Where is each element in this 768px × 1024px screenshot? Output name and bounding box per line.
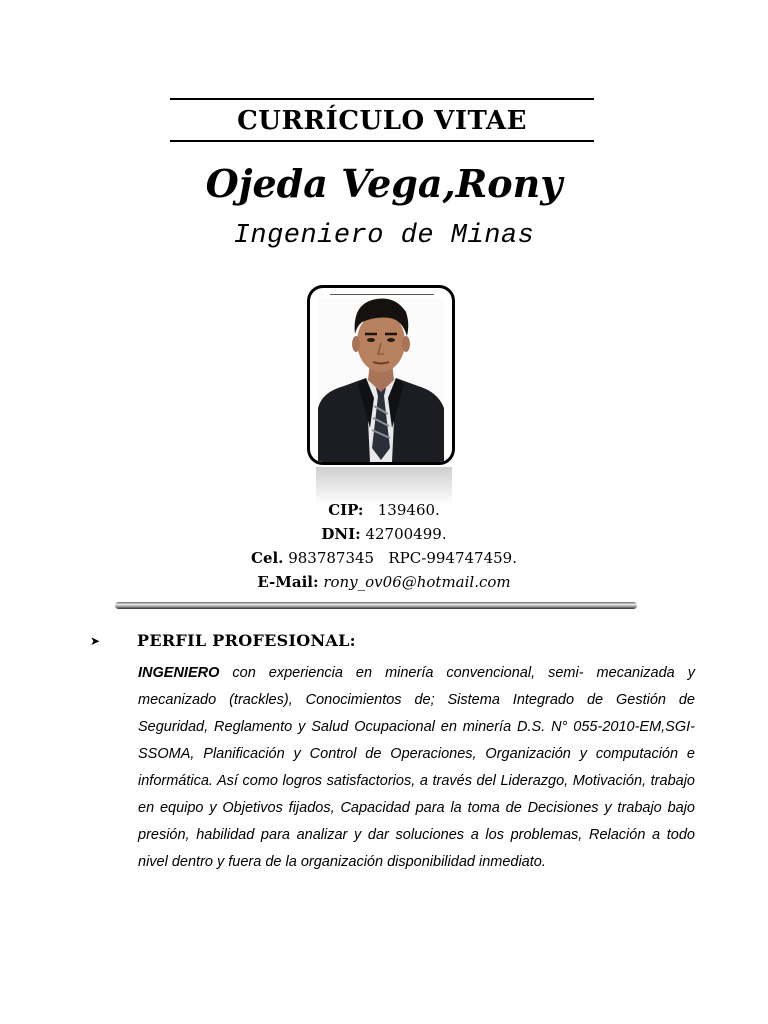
profile-text: con experiencia en minería convencional, semi- mecanizada y mecanizado (trackles), Conocimientos de; Sistema Integrado de Gestión de Seguridad, Reglamento y Salud Ocupacional en minería D.S. N° 055-2010-EM,SGI-SSOMA, Planificación y Control de Operaciones, Organización y computación e informática. Así como logros satisfactorios, a través del Liderazgo, Motivación, trabajo en equipo y Objetivos fijados, Capacidad para la toma de Decisiones y trabajo bajo presión, habilidad para analizar y dar soluciones a los problemas, Relación a todo nivel dentro y fuera de la organización disponibilidad inmediato. bbox=[138, 665, 695, 870]
cel-value: 983787345 RPC-994747459. bbox=[288, 549, 517, 567]
document-title: CURRÍCULO VITAE bbox=[237, 106, 527, 136]
cip-label: CIP: bbox=[328, 501, 364, 519]
cip-value: 139460. bbox=[377, 501, 440, 519]
contact-email bbox=[150, 570, 618, 594]
candidate-name: Ojeda Vega,Rony bbox=[205, 161, 563, 206]
cel-label: Cel. bbox=[251, 549, 284, 567]
title-top-rule bbox=[170, 98, 594, 100]
person-portrait-icon bbox=[310, 288, 452, 462]
contact-cip bbox=[150, 498, 618, 522]
candidate-profession: Ingeniero de Minas bbox=[233, 221, 535, 251]
contact-dni bbox=[150, 522, 618, 546]
email-label: E-Mail: bbox=[257, 573, 319, 591]
contact-cel bbox=[150, 546, 618, 570]
profile-photo bbox=[307, 285, 455, 465]
profile-section-title: PERFIL PROFESIONAL: bbox=[137, 631, 356, 650]
dni-value: 42700499. bbox=[365, 525, 447, 543]
email-value: rony_ov06@hotmail.com bbox=[323, 573, 511, 591]
arrow-bullet-icon: ➤ bbox=[90, 634, 101, 648]
profile-lead-word: INGENIERO bbox=[138, 665, 220, 681]
title-bottom-rule bbox=[170, 140, 594, 142]
profile-section-body bbox=[138, 660, 695, 876]
section-divider bbox=[115, 602, 637, 609]
dni-label: DNI: bbox=[321, 525, 361, 543]
